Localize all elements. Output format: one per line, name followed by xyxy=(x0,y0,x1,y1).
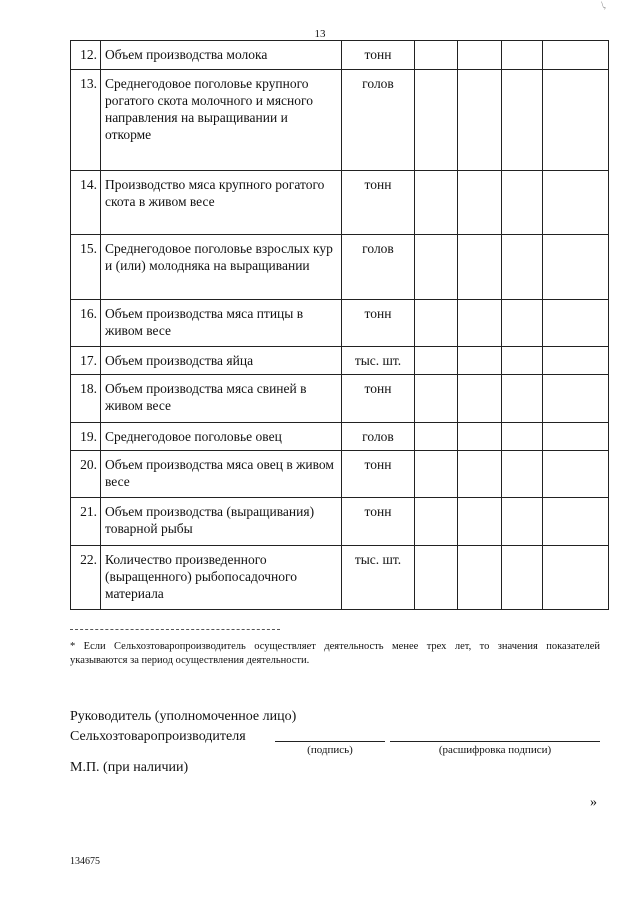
table-row xyxy=(71,375,609,423)
indicator-name: Среднегодовое поголовье крупного рогатого скота молочного и мясного направления на выращивании и откорме xyxy=(101,70,342,171)
value-cell xyxy=(543,41,609,70)
unit-cell: тонн xyxy=(342,300,415,347)
value-cell xyxy=(415,451,458,498)
unit-cell: тыс. шт. xyxy=(342,546,415,610)
value-cell xyxy=(543,347,609,375)
value-cell xyxy=(415,423,458,451)
signature-decode-line xyxy=(390,741,600,742)
table-row xyxy=(71,41,609,70)
value-cell xyxy=(415,235,458,300)
value-cell xyxy=(415,347,458,375)
indicator-name: Среднегодовое поголовье овец xyxy=(101,423,342,451)
value-cell xyxy=(458,235,502,300)
value-cell xyxy=(415,300,458,347)
signature-caption: (подпись) xyxy=(307,744,353,756)
table-row xyxy=(71,235,609,300)
value-cell xyxy=(543,375,609,423)
indicator-name: Объем производства мяса птицы в живом весе xyxy=(101,300,342,347)
row-number: 16. xyxy=(71,300,101,347)
value-cell xyxy=(543,70,609,171)
unit-cell: тонн xyxy=(342,41,415,70)
table-row xyxy=(71,171,609,235)
value-cell xyxy=(458,171,502,235)
row-number: 13. xyxy=(71,70,101,171)
corner-mark: \, xyxy=(601,0,606,10)
value-cell xyxy=(458,347,502,375)
value-cell xyxy=(415,41,458,70)
signature-decode-caption: (расшифровка подписи) xyxy=(438,744,552,756)
indicator-name: Объем производства (выращивания) товарной рыбы xyxy=(101,498,342,546)
value-cell xyxy=(415,70,458,171)
indicator-name: Количество произведенного (выращенного) рыбопосадочного материала xyxy=(101,546,342,610)
table-row xyxy=(71,347,609,375)
row-number: 14. xyxy=(71,171,101,235)
value-cell xyxy=(543,451,609,498)
row-number: 22. xyxy=(71,546,101,610)
value-cell xyxy=(502,451,543,498)
unit-cell: голов xyxy=(342,235,415,300)
row-number: 17. xyxy=(71,347,101,375)
value-cell xyxy=(502,41,543,70)
value-cell xyxy=(543,498,609,546)
value-cell xyxy=(458,423,502,451)
signature-line xyxy=(275,741,385,742)
value-cell xyxy=(502,347,543,375)
indicator-name: Среднегодовое поголовье взрослых кур и (или) молодняка на выращивании xyxy=(101,235,342,300)
value-cell xyxy=(415,546,458,610)
value-cell xyxy=(415,498,458,546)
table-row xyxy=(71,451,609,498)
value-cell xyxy=(502,375,543,423)
signatory-role-line2: Сельхозтоваропроизводителя xyxy=(70,729,246,744)
table-row xyxy=(71,70,609,171)
footnote: * Если Сельхозтоваропроизводитель осуществляет деятельность менее трех лет, то значения показателей указываются за период осуществления деятельности. xyxy=(70,641,600,666)
indicator-name: Объем производства мяса свиней в живом весе xyxy=(101,375,342,423)
signatory-role-line1: Руководитель (уполномоченное лицо) xyxy=(70,709,297,724)
signatory-role xyxy=(70,707,296,747)
value-cell xyxy=(458,451,502,498)
unit-cell: тыс. шт. xyxy=(342,347,415,375)
closing-quote: » xyxy=(590,795,597,810)
footnote-separator xyxy=(70,629,280,630)
indicator-name: Объем производства яйца xyxy=(101,347,342,375)
unit-cell: голов xyxy=(342,70,415,171)
document-code: 134675 xyxy=(70,856,100,867)
value-cell xyxy=(543,423,609,451)
value-cell xyxy=(543,546,609,610)
row-number: 12. xyxy=(71,41,101,70)
table-row xyxy=(71,423,609,451)
value-cell xyxy=(502,498,543,546)
value-cell xyxy=(502,70,543,171)
value-cell xyxy=(458,375,502,423)
value-cell xyxy=(415,375,458,423)
indicators-table xyxy=(70,40,609,610)
value-cell xyxy=(458,498,502,546)
value-cell xyxy=(458,546,502,610)
value-cell xyxy=(502,235,543,300)
table-row xyxy=(71,498,609,546)
unit-cell: тонн xyxy=(342,375,415,423)
indicator-name: Объем производства молока xyxy=(101,41,342,70)
value-cell xyxy=(458,70,502,171)
indicator-name: Объем производства мяса овец в живом весе xyxy=(101,451,342,498)
indicator-name: Производство мяса крупного рогатого скота в живом весе xyxy=(101,171,342,235)
row-number: 19. xyxy=(71,423,101,451)
page-number: 13 xyxy=(314,28,326,40)
stamp-place: М.П. (при наличии) xyxy=(70,760,189,775)
value-cell xyxy=(543,235,609,300)
value-cell xyxy=(458,300,502,347)
value-cell xyxy=(458,41,502,70)
table-row xyxy=(71,546,609,610)
row-number: 21. xyxy=(71,498,101,546)
row-number: 20. xyxy=(71,451,101,498)
table-row xyxy=(71,300,609,347)
unit-cell: тонн xyxy=(342,171,415,235)
row-number: 18. xyxy=(71,375,101,423)
value-cell xyxy=(502,300,543,347)
value-cell xyxy=(543,171,609,235)
unit-cell: тонн xyxy=(342,451,415,498)
value-cell xyxy=(502,423,543,451)
value-cell xyxy=(415,171,458,235)
value-cell xyxy=(502,546,543,610)
row-number: 15. xyxy=(71,235,101,300)
value-cell xyxy=(502,171,543,235)
unit-cell: голов xyxy=(342,423,415,451)
unit-cell: тонн xyxy=(342,498,415,546)
value-cell xyxy=(543,300,609,347)
